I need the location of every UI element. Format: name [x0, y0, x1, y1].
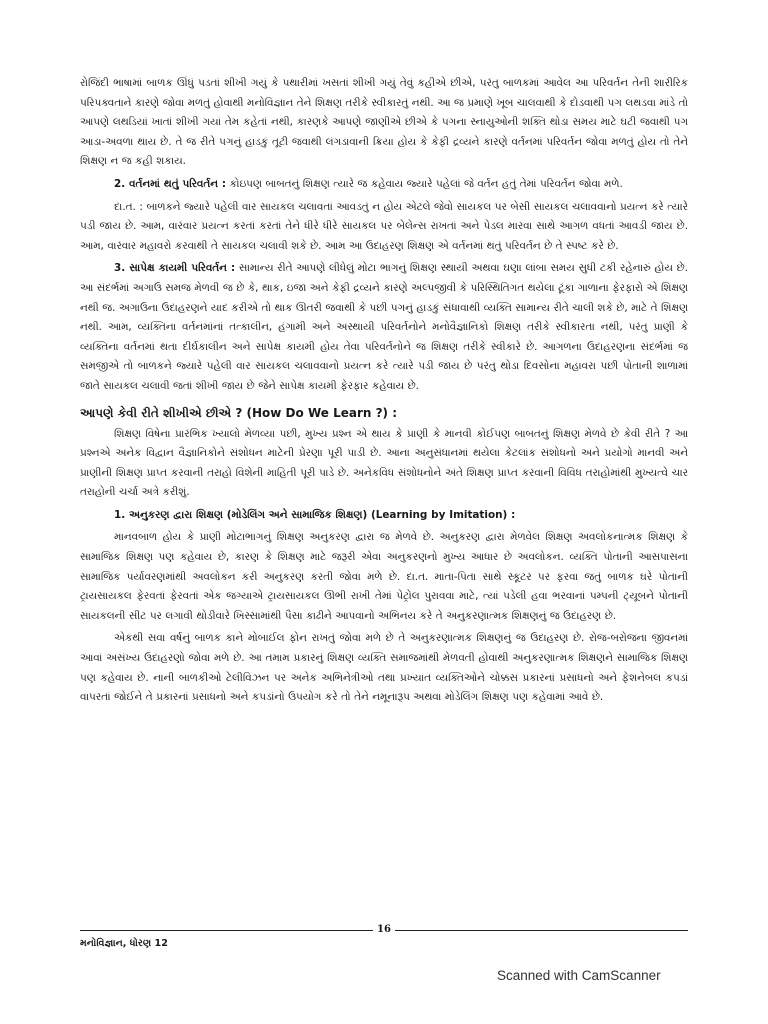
- paragraph-cycle-example: દા.ત. : બાળકને જ્યારે પહેલી વાર સાયકલ ચલાવતાં આવડતું ન હોય એટલે જેવો સાયકલ પર બેસી સાયકલ ચલાવવાનો પ્રયત્ન કરે ત્યારે પડી જાય છે. આમ, વારંવાર પ્રયત્ન કરતાં કરતાં તેને ધીરે ધીરે સાયકલ પર બેલેન્સ રાખતાં અને પેડલ મારવા સાથે આગળ વધતાં આવડી જાય છે. આમ, વારંવાર મહાવરો કરવાથી તે સાયકલ ચલાવી શકે છે. આમ આ ઉદાહરણ શિક્ષણ એ વર્તનમાં થતું પરિવર્તન છે તે સ્પષ્ટ કરે છે.: [80, 200, 688, 252]
- paragraph-relative-permanent-text: સામાન્ય રીતે આપણે લીધેલું મોટા ભાગનું શિક્ષણ સ્થાયી અથવા ઘણા લાંબા સમય સુધી ટકી રહેનારું હોય છે. આ સંદર્ભમાં અગાઉ સમજ મેળવી જ છે કે, થાક, ઇજા અને કેફી દ્રવ્યને કારણે અલ્પજીવી કે પરિસ્થિતિગત થયેલા ટૂંકા ગાળાના ફેરફારો એ શિક્ષણ નથી જ. અગાઉના ઉદાહરણને યાદ કરીએ તો થાક ઊતરી જવાથી કે પછી પગનું હાડકું સંધાવાથી વ્યક્તિ સામાન્ય રીતે ચાલી શકે છે, માટે તે શિક્ષણ નથી. આમ, વ્યક્તિના વર્તનમાંનાં તત્કાલીન, હંગામી અને અસ્થાયી પરિવર્તનોને મનોવૈજ્ઞાનિકો શિક્ષણ તરીકે સ્વીકારતા નથી, પરંતુ પ્રાણી કે વ્યક્તિના વર્તનમાં થતા દીર્ઘકાલીન અને સાપેક્ષ કાયમી હોય તેવા પરિવર્તનોને જ શિક્ષણ તરીકે સ્વીકારે છે. આગળના ઉદાહરણના સંદર્ભમાં જ સમજીએ તો બાળકને જ્યારે પહેલી વાર સાયકલ ચલાવવાનો પ્રયત્ન કરે ત્યારે પડી જાય છે પરંતુ થોડા દિવસોના મહાવરા પછી પોતાની શાળામાં જાતે સાયકલ ચલાવી જતાં શીખી જાય છે જેને સાપેક્ષ કાયમી ફેરફાર કહેવાય છે.: [80, 262, 688, 392]
- page-number: 16: [373, 922, 395, 938]
- page-body: [80, 74, 688, 708]
- paragraph-relative-permanent: [80, 259, 688, 396]
- subheading-behavior-change: 2. વર્તનમાં થતું પરિવર્તન :: [114, 177, 227, 190]
- paragraph-behavior-change: [80, 175, 688, 195]
- paragraph-imitation: માનવબાળ હોય કે પ્રાણી મોટાભાગનું શિક્ષણ અનુકરણ દ્વારા જ મેળવે છે. અનુકરણ દ્વારા મેળવેલ શિક્ષણ અવલોકનાત્મક શિક્ષણ કે સામાજિક શિક્ષણ પણ કહેવાય છે, કારણ કે શિક્ષણ માટે જરૂરી એવા અનુકરણનો મુખ્ય આધાર છે અવલોકન. વ્યક્તિ પોતાની આસપાસના સામાજિક પર્યાવરણમાંથી અવલોકન કરી અનુકરણ કરતી જોવા મળે છે. દા.ત. માતા-પિતા સાથે સ્કૂટર પર ફરવા જતું બાળક ઘરે પોતાની ટ્રાયસાયકલ ફેરવતાં ફેરવતાં એક જગ્યાએ ટ્રાયસાયકલ ઊભી રાખી તેમાં પેટ્રોલ પુરાવવા માટે, ત્યાં પડેલી હવા ભરવાનાં પમ્પની ટ્યૂબને પોતાની સાયકલની સીટ પર લગાવી થોડીવારે ખિસ્સામાંથી પૈસા કાઢીને આપવાનો અભિનય કરે તે અનુકરણાત્મક શિક્ષણનું જ ઉદાહરણ છે.: [80, 531, 688, 622]
- footer-book-label: મનોવિજ્ઞાન, ધોરણ 12: [80, 938, 168, 949]
- paragraph-imitation-examples: એકથી સવા વર્ષનું બાળક કાને મોબાઈલ ફોન રાખતું જોવા મળે છે તે અનુકરણાત્મક શિક્ષણનું જ ઉદાહરણ છે. રોજ-બરોજના જીવનમાં આવાં અસંખ્ય ઉદાહરણો જોવા મળે છે. આ તમામ પ્રકારનું શિક્ષણ વ્યક્તિ સમાજમાંથી મેળવતી હોવાથી અનુકરણાત્મક શિક્ષણને સામાજિક શિક્ષણ પણ કહેવાય છે. નાની બાળકીઓ ટેલીવિઝન પર અનેક અભિનેત્રીઓ તથા પ્રખ્યાત વ્યક્તિઓને ચોક્કસ પ્રકારનાં પ્રસાધનો અને ફેશનેબલ કપડાં વાપરતાં જોઈને તે પ્રકારનાં પ્રસાધનો અને કપડાંનો ઉપયોગ કરે તો તેને નમૂનારૂપ અથવા મોડેલિંગ શિક્ષણ પણ કહેવામાં આવે છે.: [80, 632, 688, 704]
- paragraph-learning-intro: શિક્ષણ વિષેના પ્રારંભિક ખ્યાલો મેળવ્યા પછી, મુખ્ય પ્રશ્ન એ થાય કે પ્રાણી કે માનવી કોઈપણ બાબતનું શિક્ષણ મેળવે છે કેવી રીતે ? આ પ્રશ્નએ અનેક વિદ્વાન વૈજ્ઞાનિકોને સંશોધન માટેની પ્રેરણા પૂરી પાડી છે. આના અનુસંધાનમાં થયેલા કેટલાંક સંશોધનો અને પ્રયોગો માનવી અને પ્રાણીની શિક્ષણ પ્રાપ્ત કરવાની તરાહો વિશેની માહિતી પૂરી પાડે છે. અનેકવિધ સંશોધનોને અંતે શિક્ષણ પ્રાપ્ત કરવાની વિવિધ તરાહોમાંથી મુખ્યત્વે ચાર તરાહોની ચર્ચા અત્રે કરીશું.: [80, 427, 688, 499]
- scanner-watermark: Scanned with CamScanner: [497, 968, 661, 983]
- section-heading-how-we-learn: આપણે કેવી રીતે શીખીએ છીએ ? (How Do We Learn ?) :: [80, 405, 398, 420]
- paragraph-intro: રોજિંદી ભાષામાં બાળક ઊંધું પડતાં શીખી ગયું કે પથારીમાં ખસતાં શીખી ગયું તેવું કહીએ છીએ, પરંતુ બાળકમાં આવેલ આ પરિવર્તન તેની શારીરિક પરિપક્વતાને કારણે જોવા મળતું હોવાથી મનોવિજ્ઞાન તેને શિક્ષણ તરીકે સ્વીકારતું નથી. આ જ પ્રમાણે ખૂબ ચાલવાથી કે દોડવાથી પગ લથડવા માંડે તો આપણે લથડિયાં ખાતાં શીખી ગયાં તેમ કહેતાં નથી, કારણકે આપણે જાણીએ છીએ કે પગના સ્નાયુઓની શક્તિ થોડા સમય માટે ઘટી જવાથી પગ આડા-અવળા થાય છે. તે જ રીતે પગનું હાડકું તૂટી જવાથી લંગડાવાની ક્રિયા હોય કે કેફી દ્રવ્યને કારણે વર્તનમાં પરિવર્તન જોવા મળતું હોય તો તેને શિક્ષણ ન જ કહી શકાય.: [80, 77, 688, 168]
- page-footer: [80, 922, 688, 956]
- subheading-relative-permanent: 3. સાપેક્ષ કાયમી પરિવર્તન :: [114, 262, 236, 275]
- subheading-learning-by-imitation: 1. અનુકરણ દ્વારા શિક્ષણ (મોડેલિંગ અને સામાજિક શિક્ષણ) (Learning by Imitation) :: [114, 508, 516, 521]
- paragraph-behavior-change-text: કોઇપણ બાબતનું શિક્ષણ ત્યારે જ કહેવાય જ્યારે પહેલાં જે વર્તન હતું તેમાં પરિવર્તન જોવા મળે.: [226, 177, 623, 190]
